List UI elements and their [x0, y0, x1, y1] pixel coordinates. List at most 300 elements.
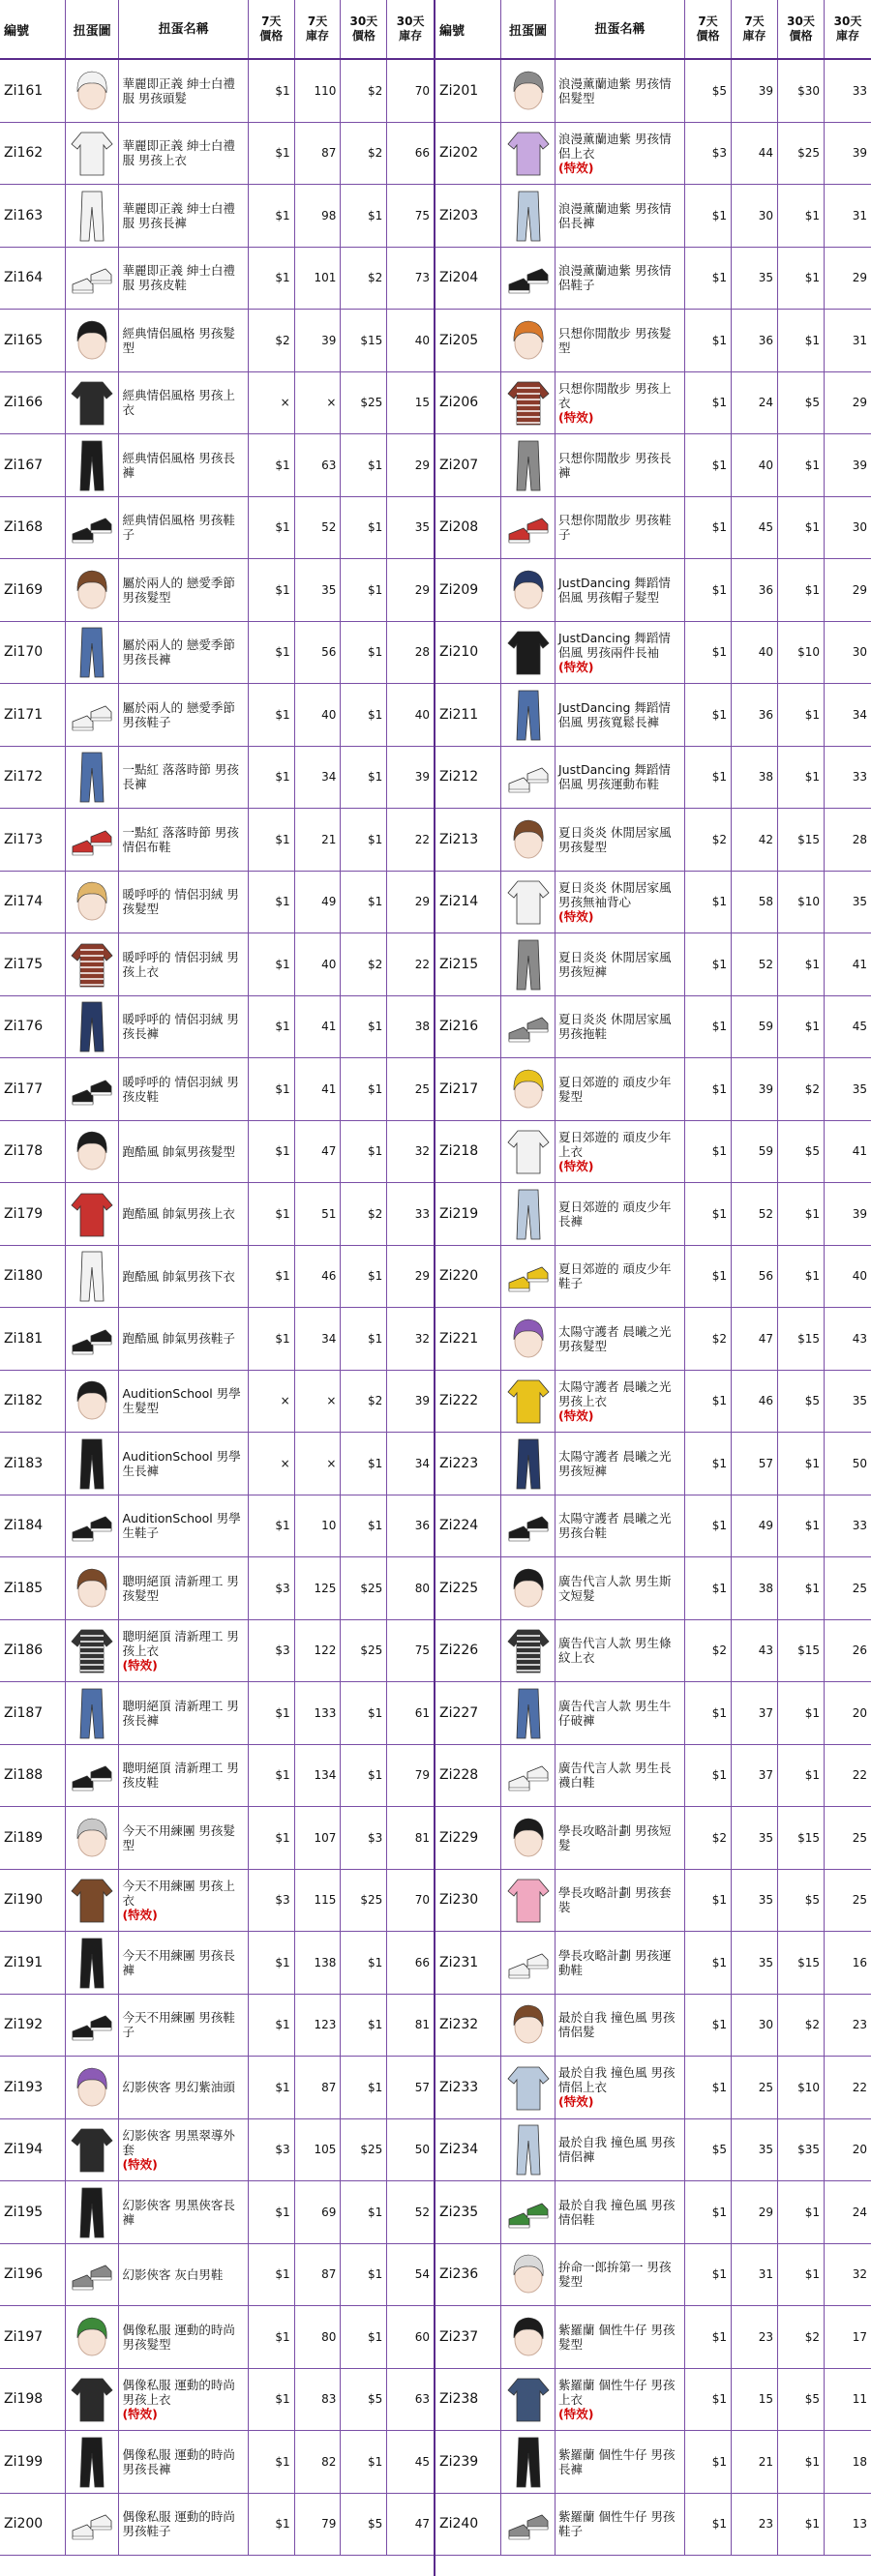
stock-30day: 15 — [414, 396, 431, 410]
item-code: Zi203 — [436, 185, 501, 247]
stock-30day: 11 — [852, 2392, 867, 2407]
item-name-cell — [119, 2244, 248, 2306]
stock-30day: 54 — [414, 2267, 431, 2282]
price-7day: $1 — [249, 1495, 295, 1557]
stock-30day: 22 — [852, 2080, 867, 2094]
table-row — [436, 2244, 871, 2307]
stock-30day: 39 — [414, 770, 431, 785]
price-30day: $1 — [341, 1433, 387, 1495]
stock-7day: 52 — [732, 1183, 778, 1245]
price-30day: $1 — [778, 185, 825, 247]
stock-7day: 40 — [732, 622, 778, 684]
stock-30day: 75 — [414, 208, 431, 222]
item-name-cell — [556, 622, 685, 684]
item-name: 夏日炎炎 休閒居家風 男孩拖鞋 — [558, 1012, 672, 1042]
table-row — [0, 372, 434, 435]
price-7day: $1 — [685, 434, 732, 496]
price-30day: $2 — [778, 1995, 825, 2057]
price-30day: $1 — [778, 747, 825, 809]
rows — [436, 60, 871, 2556]
item-name: 聰明絕頂 清新理工 男孩長褲 — [122, 1698, 239, 1728]
item-code: Zi201 — [436, 60, 501, 122]
pants-item-icon — [70, 998, 114, 1054]
top-item-icon — [70, 2121, 114, 2177]
item-name: 聰明絕頂 清新理工 男孩上衣 — [122, 1628, 239, 1658]
item-code: Zi220 — [436, 1246, 501, 1308]
item-code: Zi189 — [0, 1807, 66, 1869]
item-name-cell — [556, 1058, 685, 1120]
item-image — [66, 434, 120, 496]
price-7day: $1 — [249, 747, 295, 809]
hair-item-icon — [70, 1810, 114, 1866]
item-code: Zi238 — [436, 2369, 501, 2431]
item-image — [66, 747, 120, 809]
item-code: Zi209 — [436, 559, 501, 621]
table-row — [0, 2369, 434, 2432]
price-7day: $1 — [249, 1308, 295, 1370]
hair-item-icon — [506, 1810, 551, 1866]
stock-7day: 80 — [295, 2306, 342, 2368]
price-30day: $2 — [341, 123, 387, 185]
price-30day: $1 — [341, 1058, 387, 1120]
shoes-item-icon — [70, 250, 114, 306]
shoes-item-icon — [506, 749, 551, 805]
item-name-cell — [119, 2181, 248, 2243]
item-name: 幻影俠客 灰白男鞋 — [122, 2266, 224, 2282]
header-30day-stock: 30天 庫存 — [396, 15, 425, 43]
stock-30day: 47 — [414, 2517, 431, 2532]
stock-7day: 47 — [295, 1121, 342, 1183]
price-30day: $1 — [778, 248, 825, 310]
item-code: Zi239 — [436, 2431, 501, 2493]
price-30day: $10 — [778, 872, 825, 933]
item-image — [501, 497, 556, 559]
item-code: Zi207 — [436, 434, 501, 496]
item-code: Zi192 — [0, 1995, 66, 2057]
price-30day: $3 — [341, 1807, 387, 1869]
item-name-cell — [119, 1308, 248, 1370]
price-30day: $1 — [341, 1995, 387, 2057]
special-effect-tag: (特效) — [558, 409, 594, 425]
item-image — [501, 1495, 556, 1557]
price-30day: $5 — [341, 2369, 387, 2431]
stock-30day: 22 — [852, 1768, 867, 1783]
stock-7day: 134 — [295, 1745, 342, 1807]
hair-item-icon — [506, 812, 551, 868]
table-row — [0, 1557, 434, 1620]
price-7day: $1 — [685, 1371, 732, 1433]
table-row — [0, 1682, 434, 1745]
item-code: Zi237 — [436, 2306, 501, 2368]
stock-30day: 29 — [852, 271, 867, 285]
table-row — [436, 872, 871, 934]
price-30day: $2 — [341, 1371, 387, 1433]
item-code: Zi206 — [436, 372, 501, 434]
item-name-cell — [556, 559, 685, 621]
item-code: Zi169 — [0, 559, 66, 621]
stock-7day: 31 — [732, 2244, 778, 2306]
table-row — [436, 123, 871, 186]
hair-item-icon — [70, 873, 114, 930]
hair-item-icon — [70, 2059, 114, 2116]
top-item-icon — [70, 1622, 114, 1678]
stock-7day: 45 — [732, 497, 778, 559]
price-30day: $25 — [341, 372, 387, 434]
stock-30day: 13 — [852, 2517, 867, 2532]
item-code: Zi205 — [436, 310, 501, 371]
item-name-cell — [556, 2494, 685, 2556]
item-name-cell — [556, 434, 685, 496]
header-name: 扭蛋名稱 — [556, 0, 685, 58]
stock-30day: 31 — [852, 208, 867, 222]
table-row — [436, 497, 871, 560]
item-name-cell — [556, 248, 685, 310]
price-30day: $10 — [778, 622, 825, 684]
table-row — [0, 1495, 434, 1558]
price-7day: × — [249, 1433, 295, 1495]
pants-item-icon — [70, 437, 114, 493]
item-name-cell — [119, 622, 248, 684]
item-code: Zi228 — [436, 1745, 501, 1807]
table-row — [436, 1495, 871, 1558]
price-30day: $1 — [341, 622, 387, 684]
top-item-icon — [506, 374, 551, 430]
shoes-item-icon — [506, 1248, 551, 1304]
item-name-cell — [556, 996, 685, 1058]
header-image: 扭蛋圖 — [501, 0, 556, 58]
stock-7day: 39 — [295, 310, 342, 371]
special-effect-tag: (特效) — [558, 1407, 594, 1423]
price-30day: $1 — [341, 1121, 387, 1183]
item-name: 屬於兩人的 戀愛季節 男孩鞋子 — [122, 699, 235, 729]
table-row — [0, 123, 434, 186]
stock-7day: 21 — [732, 2431, 778, 2493]
table-row — [0, 1745, 434, 1808]
item-code: Zi232 — [436, 1995, 501, 2057]
table-row — [0, 622, 434, 685]
header-name: 扭蛋名稱 — [119, 0, 248, 58]
item-name-cell — [556, 1995, 685, 2057]
item-name-cell — [556, 1807, 685, 1869]
price-30day: $1 — [341, 434, 387, 496]
price-30day: $1 — [778, 1495, 825, 1557]
stock-30day: 20 — [852, 1705, 867, 1720]
top-item-icon — [70, 125, 114, 181]
item-code: Zi180 — [0, 1246, 66, 1308]
stock-30day: 30 — [852, 520, 867, 535]
stock-30day: 29 — [414, 582, 431, 597]
stock-7day: 52 — [295, 497, 342, 559]
price-7day: $1 — [249, 1058, 295, 1120]
shoes-item-icon — [70, 1311, 114, 1367]
item-name: JustDancing 舞蹈情侶風 男孩兩件長袖 — [558, 630, 671, 660]
price-7day: $1 — [685, 1745, 732, 1807]
item-name: 拚命一郎拚第一 男孩髮型 — [558, 2260, 672, 2290]
item-name: 只想你閒散步 男孩長褲 — [558, 450, 672, 480]
hair-item-icon — [506, 1311, 551, 1367]
item-name-cell — [119, 747, 248, 809]
item-name: 偶像私服 運動的時尚 男孩髮型 — [122, 2322, 235, 2352]
hair-item-icon — [506, 1560, 551, 1616]
table-row — [0, 809, 434, 872]
stock-7day: 133 — [295, 1682, 342, 1744]
item-name-cell — [556, 123, 685, 185]
price-30day: $1 — [341, 1495, 387, 1557]
item-name-cell — [119, 185, 248, 247]
stock-7day: 63 — [295, 434, 342, 496]
price-7day: $1 — [249, 1121, 295, 1183]
price-30day: $30 — [778, 60, 825, 122]
stock-30day: 73 — [414, 271, 431, 285]
shoes-item-icon — [70, 1497, 114, 1554]
item-image — [66, 2057, 120, 2118]
item-code: Zi218 — [436, 1121, 501, 1183]
item-code: Zi193 — [0, 2057, 66, 2118]
price-7day: $1 — [249, 2244, 295, 2306]
price-7day: $1 — [685, 1495, 732, 1557]
table-row — [436, 622, 871, 685]
item-name: 只想你閒散步 男孩鞋子 — [558, 513, 672, 543]
item-name-cell — [119, 372, 248, 434]
stock-7day: 35 — [732, 1807, 778, 1869]
item-name: 浪漫薰蘭迪紫 男孩情侶髮型 — [558, 75, 672, 105]
item-image — [66, 872, 120, 933]
item-name: 偶像私服 運動的時尚 男孩長褲 — [122, 2446, 235, 2476]
price-30day: $1 — [778, 933, 825, 995]
item-image — [66, 1183, 120, 1245]
item-code: Zi171 — [0, 684, 66, 746]
item-image — [66, 1807, 120, 1869]
item-name: 紫羅蘭 個性牛仔 男孩鞋子 — [558, 2509, 676, 2539]
stock-30day: 40 — [852, 1269, 867, 1284]
item-name-cell — [556, 809, 685, 871]
item-code: Zi161 — [0, 60, 66, 122]
price-7day: $1 — [249, 123, 295, 185]
item-name: 紫羅蘭 個性牛仔 男孩上衣 — [558, 2377, 676, 2407]
stock-7day: 58 — [732, 872, 778, 933]
table-row — [0, 1995, 434, 2058]
item-name: 浪漫薰蘭迪紫 男孩情侶長褲 — [558, 200, 672, 230]
price-7day: $3 — [249, 1620, 295, 1682]
item-image — [501, 123, 556, 185]
stock-7day: 39 — [732, 1058, 778, 1120]
item-code: Zi212 — [436, 747, 501, 809]
item-name: 幻影俠客 男幻紫油頭 — [122, 2080, 235, 2095]
price-30day: $1 — [341, 996, 387, 1058]
stock-7day: 87 — [295, 2244, 342, 2306]
price-7day: $1 — [249, 1745, 295, 1807]
item-name-cell — [119, 872, 248, 933]
price-7day: $1 — [249, 684, 295, 746]
stock-30day: 28 — [414, 645, 431, 660]
table-row — [0, 1620, 434, 1683]
pants-item-icon — [506, 2434, 551, 2490]
item-name-cell — [556, 372, 685, 434]
item-name-cell — [556, 1620, 685, 1682]
item-code: Zi225 — [436, 1557, 501, 1619]
shoes-item-icon — [70, 812, 114, 868]
table-row — [436, 1121, 871, 1184]
table-row — [436, 1620, 871, 1683]
stock-30day: 36 — [414, 1519, 431, 1533]
stock-7day: 46 — [732, 1371, 778, 1433]
item-image — [501, 2119, 556, 2181]
table-row — [0, 996, 434, 1059]
special-effect-tag: (特效) — [558, 2094, 594, 2110]
price-30day: $1 — [341, 1246, 387, 1308]
item-image — [501, 185, 556, 247]
item-name: 夏日郊遊的 頑皮少年上衣 — [558, 1129, 672, 1159]
top-item-icon — [506, 873, 551, 930]
item-image — [66, 2431, 120, 2493]
price-7day: $3 — [249, 1870, 295, 1932]
pants-item-icon — [506, 188, 551, 244]
shoes-item-icon — [506, 2184, 551, 2240]
stock-7day: 35 — [732, 248, 778, 310]
pants-item-icon — [506, 437, 551, 493]
item-name: JustDancing 舞蹈情侶風 男孩運動布鞋 — [558, 762, 671, 792]
top-item-icon — [506, 2059, 551, 2116]
price-30day: $2 — [341, 60, 387, 122]
top-item-icon — [70, 1872, 114, 1928]
item-code: Zi176 — [0, 996, 66, 1058]
stock-30day: 26 — [852, 1643, 867, 1658]
stock-30day: 60 — [414, 2329, 431, 2344]
price-30day: $1 — [341, 747, 387, 809]
item-name: 經典情侶風格 男孩上衣 — [122, 388, 235, 418]
stock-30day: 25 — [852, 1893, 867, 1908]
item-name-cell — [119, 1246, 248, 1308]
table-row — [0, 2057, 434, 2119]
price-30day: $15 — [778, 1807, 825, 1869]
stock-30day: 31 — [852, 333, 867, 347]
item-image — [66, 1495, 120, 1557]
hair-item-icon — [70, 562, 114, 618]
pants-item-icon — [70, 1436, 114, 1492]
item-name: 太陽守護者 晨曦之光 男孩上衣 — [558, 1378, 672, 1408]
price-30day: $1 — [341, 684, 387, 746]
price-7day: $1 — [685, 1682, 732, 1744]
price-30day: $25 — [341, 2119, 387, 2181]
price-30day: $5 — [778, 372, 825, 434]
item-image — [66, 310, 120, 371]
table-row — [0, 2244, 434, 2307]
item-name: 幻影俠客 男黑翠導外套 — [122, 2127, 235, 2157]
price-7day: $1 — [685, 1995, 732, 2057]
item-name: 今天不用練團 男孩鞋子 — [122, 2010, 235, 2040]
header-image: 扭蛋圖 — [66, 0, 120, 58]
stock-30day: 81 — [414, 2018, 431, 2032]
item-image — [501, 1433, 556, 1495]
stock-30day: 38 — [414, 1020, 431, 1034]
price-7day: $1 — [685, 933, 732, 995]
stock-7day: 35 — [295, 559, 342, 621]
item-image — [66, 1557, 120, 1619]
item-image — [66, 2244, 120, 2306]
item-image — [66, 1870, 120, 1932]
shoes-item-icon — [70, 1747, 114, 1803]
price-30day: $25 — [341, 1870, 387, 1932]
item-name-cell — [556, 185, 685, 247]
stock-7day: 57 — [732, 1433, 778, 1495]
price-7day: $1 — [249, 60, 295, 122]
item-name-cell — [556, 1183, 685, 1245]
item-name: AuditionSchool 男學生鞋子 — [122, 1511, 241, 1541]
table-row — [0, 933, 434, 996]
special-effect-tag: (特效) — [558, 160, 594, 175]
price-7day: $1 — [685, 1121, 732, 1183]
item-code: Zi213 — [436, 809, 501, 871]
price-30day: $25 — [778, 123, 825, 185]
stock-7day: × — [295, 372, 342, 434]
top-item-icon — [506, 1373, 551, 1429]
price-30day: $5 — [778, 1870, 825, 1932]
price-7day: $3 — [249, 2119, 295, 2181]
stock-30day: 70 — [414, 1893, 431, 1908]
stock-7day: 49 — [732, 1495, 778, 1557]
item-image — [501, 809, 556, 871]
stock-7day: 36 — [732, 310, 778, 371]
item-name: 聰明絕頂 清新理工 男孩皮鞋 — [122, 1761, 239, 1791]
price-7day: $1 — [249, 1183, 295, 1245]
item-name-cell — [119, 123, 248, 185]
stock-7day: 59 — [732, 996, 778, 1058]
stock-30day: 29 — [852, 582, 867, 597]
stock-7day: 40 — [295, 933, 342, 995]
item-image — [501, 2431, 556, 2493]
item-image — [501, 747, 556, 809]
price-7day: $1 — [685, 2431, 732, 2493]
item-code: Zi226 — [436, 1620, 501, 1682]
item-image — [501, 1183, 556, 1245]
item-code: Zi222 — [436, 1371, 501, 1433]
item-code: Zi223 — [436, 1433, 501, 1495]
shoes-item-icon — [506, 1935, 551, 1991]
stock-7day: 23 — [732, 2306, 778, 2368]
header-row — [436, 0, 871, 60]
price-7day: $5 — [685, 2119, 732, 2181]
item-name: 廣告代言人款 男生斯文短髮 — [558, 1573, 672, 1603]
top-item-icon — [506, 125, 551, 181]
stock-30day: 66 — [414, 146, 431, 161]
price-30day: $1 — [778, 996, 825, 1058]
price-7day: $1 — [685, 622, 732, 684]
item-name: 廣告代言人款 男生牛仔破褲 — [558, 1698, 672, 1728]
hair-item-icon — [70, 2309, 114, 2365]
pants-item-icon — [70, 1685, 114, 1741]
item-image — [66, 372, 120, 434]
header-30day-price: 30天 價格 — [778, 0, 825, 58]
price-30day: $5 — [341, 2494, 387, 2556]
item-code: Zi173 — [0, 809, 66, 871]
pants-item-icon — [70, 1248, 114, 1304]
price-30day: $25 — [341, 1557, 387, 1619]
price-7day: $1 — [685, 1433, 732, 1495]
stock-7day: 21 — [295, 809, 342, 871]
hair-item-icon — [70, 1373, 114, 1429]
item-code: Zi166 — [0, 372, 66, 434]
item-name-cell — [119, 434, 248, 496]
shoes-item-icon — [506, 998, 551, 1054]
item-name-cell — [556, 2244, 685, 2306]
item-name: 夏日炎炎 休閒居家風 男孩髮型 — [558, 824, 672, 854]
stock-7day: 82 — [295, 2431, 342, 2493]
stock-30day: 35 — [852, 895, 867, 909]
item-image — [501, 1745, 556, 1807]
item-name: 暖呼呼的 情侶羽絨 男孩長褲 — [122, 1012, 239, 1042]
price-7day: $1 — [685, 497, 732, 559]
price-7day: $1 — [249, 996, 295, 1058]
